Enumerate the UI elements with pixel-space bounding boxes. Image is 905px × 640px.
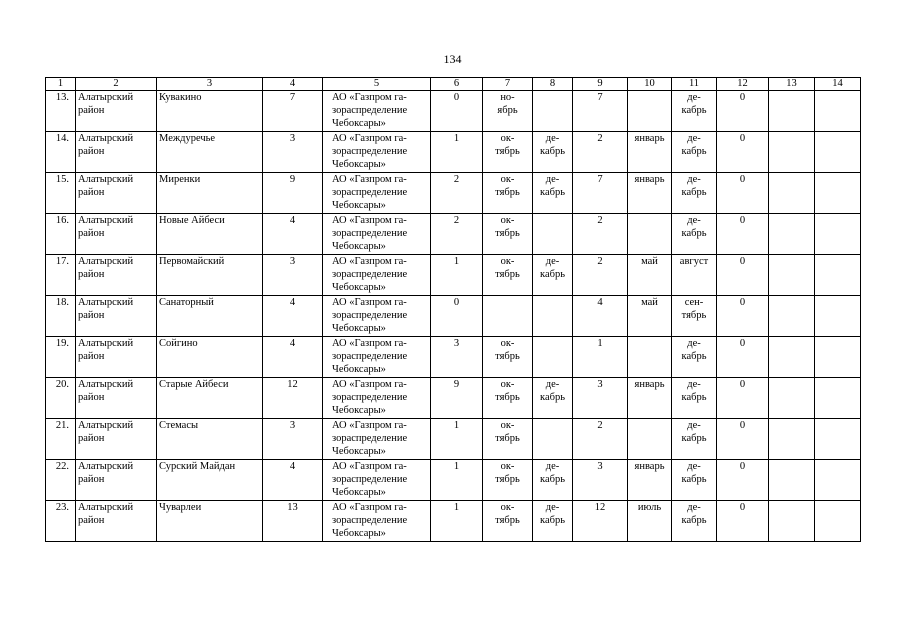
- row-number: 17.: [46, 255, 76, 296]
- col12-cell: 0: [717, 460, 769, 501]
- locality-cell: Новые Айбеси: [157, 214, 263, 255]
- column-header-3: 3: [157, 78, 263, 91]
- start-month-cell: ок- тябрь: [483, 501, 533, 542]
- locality-cell: Кувакино: [157, 91, 263, 132]
- col10-month-cell: январь: [628, 460, 672, 501]
- organization-cell: АО «Газпром га- зораспределение Чебоксары»: [323, 501, 431, 542]
- organization-cell: АО «Газпром га- зораспределение Чебоксары»: [323, 173, 431, 214]
- table-row: [46, 378, 861, 419]
- table-row: [46, 132, 861, 173]
- col14-cell: [815, 91, 861, 132]
- end-month-cell: де- кабрь: [533, 173, 573, 214]
- col6-cell: 2: [431, 173, 483, 214]
- col14-cell: [815, 296, 861, 337]
- table-row: [46, 214, 861, 255]
- count-cell: 7: [263, 91, 323, 132]
- organization-cell: АО «Газпром га- зораспределение Чебоксары»: [323, 296, 431, 337]
- table-row: [46, 501, 861, 542]
- col6-cell: 1: [431, 501, 483, 542]
- organization-cell: АО «Газпром га- зораспределение Чебоксары»: [323, 214, 431, 255]
- table-row: [46, 337, 861, 378]
- end-month-cell: [533, 337, 573, 378]
- column-header-6: 6: [431, 78, 483, 91]
- col9-cell: 2: [573, 132, 628, 173]
- table-row: [46, 460, 861, 501]
- col12-cell: 0: [717, 173, 769, 214]
- col12-cell: 0: [717, 501, 769, 542]
- col12-cell: 0: [717, 296, 769, 337]
- locality-cell: Миренки: [157, 173, 263, 214]
- col6-cell: 1: [431, 460, 483, 501]
- col10-month-cell: январь: [628, 132, 672, 173]
- district-cell: Алатырский район: [76, 91, 157, 132]
- col13-cell: [769, 255, 815, 296]
- col9-cell: 7: [573, 173, 628, 214]
- col11-month-cell: де- кабрь: [672, 337, 717, 378]
- col14-cell: [815, 337, 861, 378]
- col13-cell: [769, 501, 815, 542]
- start-month-cell: [483, 296, 533, 337]
- locality-cell: Стемасы: [157, 419, 263, 460]
- col13-cell: [769, 378, 815, 419]
- locality-cell: Сурский Майдан: [157, 460, 263, 501]
- start-month-cell: ок- тябрь: [483, 378, 533, 419]
- count-cell: 3: [263, 419, 323, 460]
- column-header-10: 10: [628, 78, 672, 91]
- district-cell: Алатырский район: [76, 255, 157, 296]
- organization-cell: АО «Газпром га- зораспределение Чебоксары»: [323, 337, 431, 378]
- col13-cell: [769, 460, 815, 501]
- locality-cell: Санаторный: [157, 296, 263, 337]
- col13-cell: [769, 91, 815, 132]
- organization-cell: АО «Газпром га- зораспределение Чебоксары»: [323, 419, 431, 460]
- col10-month-cell: [628, 337, 672, 378]
- table-row: [46, 91, 861, 132]
- district-cell: Алатырский район: [76, 214, 157, 255]
- count-cell: 9: [263, 173, 323, 214]
- col9-cell: 4: [573, 296, 628, 337]
- col6-cell: 2: [431, 214, 483, 255]
- organization-cell: АО «Газпром га- зораспределение Чебоксары»: [323, 91, 431, 132]
- column-header-8: 8: [533, 78, 573, 91]
- column-header-2: 2: [76, 78, 157, 91]
- locality-cell: Сойгино: [157, 337, 263, 378]
- col10-month-cell: [628, 214, 672, 255]
- count-cell: 4: [263, 337, 323, 378]
- row-number: 19.: [46, 337, 76, 378]
- col14-cell: [815, 460, 861, 501]
- col6-cell: 3: [431, 337, 483, 378]
- column-number-header: [46, 78, 861, 91]
- organization-cell: АО «Газпром га- зораспределение Чебоксары»: [323, 255, 431, 296]
- col12-cell: 0: [717, 91, 769, 132]
- start-month-cell: ок- тябрь: [483, 173, 533, 214]
- table-row: [46, 255, 861, 296]
- row-number: 16.: [46, 214, 76, 255]
- col6-cell: 0: [431, 91, 483, 132]
- col9-cell: 2: [573, 419, 628, 460]
- col14-cell: [815, 255, 861, 296]
- column-header-13: 13: [769, 78, 815, 91]
- count-cell: 4: [263, 296, 323, 337]
- organization-cell: АО «Газпром га- зораспределение Чебоксары»: [323, 378, 431, 419]
- end-month-cell: де- кабрь: [533, 378, 573, 419]
- col11-month-cell: де- кабрь: [672, 501, 717, 542]
- col13-cell: [769, 214, 815, 255]
- column-header-1: 1: [46, 78, 76, 91]
- col10-month-cell: январь: [628, 378, 672, 419]
- col13-cell: [769, 173, 815, 214]
- col14-cell: [815, 419, 861, 460]
- locality-cell: Междуречье: [157, 132, 263, 173]
- district-cell: Алатырский район: [76, 378, 157, 419]
- start-month-cell: ок- тябрь: [483, 132, 533, 173]
- col9-cell: 3: [573, 378, 628, 419]
- row-number: 20.: [46, 378, 76, 419]
- col12-cell: 0: [717, 419, 769, 460]
- count-cell: 3: [263, 255, 323, 296]
- start-month-cell: ок- тябрь: [483, 419, 533, 460]
- locality-cell: Чуварлеи: [157, 501, 263, 542]
- row-number: 13.: [46, 91, 76, 132]
- table-row: [46, 173, 861, 214]
- col14-cell: [815, 173, 861, 214]
- col9-cell: 7: [573, 91, 628, 132]
- count-cell: 13: [263, 501, 323, 542]
- row-number: 15.: [46, 173, 76, 214]
- col11-month-cell: де- кабрь: [672, 132, 717, 173]
- row-number: 22.: [46, 460, 76, 501]
- end-month-cell: [533, 419, 573, 460]
- col14-cell: [815, 214, 861, 255]
- page-number: 134: [443, 52, 462, 66]
- col6-cell: 0: [431, 296, 483, 337]
- organization-cell: АО «Газпром га- зораспределение Чебоксары»: [323, 460, 431, 501]
- start-month-cell: ок- тябрь: [483, 214, 533, 255]
- row-number: 21.: [46, 419, 76, 460]
- col11-month-cell: август: [672, 255, 717, 296]
- col14-cell: [815, 378, 861, 419]
- count-cell: 12: [263, 378, 323, 419]
- col9-cell: 1: [573, 337, 628, 378]
- col13-cell: [769, 296, 815, 337]
- col10-month-cell: [628, 91, 672, 132]
- table-row: [46, 419, 861, 460]
- district-cell: Алатырский район: [76, 296, 157, 337]
- column-header-4: 4: [263, 78, 323, 91]
- column-header-14: 14: [815, 78, 861, 91]
- col6-cell: 1: [431, 255, 483, 296]
- col14-cell: [815, 501, 861, 542]
- gas-program-table: [45, 77, 861, 542]
- column-header-12: 12: [717, 78, 769, 91]
- start-month-cell: но- ябрь: [483, 91, 533, 132]
- col10-month-cell: [628, 419, 672, 460]
- col9-cell: 12: [573, 501, 628, 542]
- row-number: 14.: [46, 132, 76, 173]
- col11-month-cell: де- кабрь: [672, 419, 717, 460]
- organization-cell: АО «Газпром га- зораспределение Чебоксары»: [323, 132, 431, 173]
- count-cell: 3: [263, 132, 323, 173]
- col12-cell: 0: [717, 132, 769, 173]
- col12-cell: 0: [717, 214, 769, 255]
- col12-cell: 0: [717, 255, 769, 296]
- column-header-9: 9: [573, 78, 628, 91]
- col13-cell: [769, 132, 815, 173]
- col9-cell: 3: [573, 460, 628, 501]
- row-number: 18.: [46, 296, 76, 337]
- col11-month-cell: де- кабрь: [672, 460, 717, 501]
- end-month-cell: [533, 91, 573, 132]
- col11-month-cell: сен- тябрь: [672, 296, 717, 337]
- col10-month-cell: май: [628, 255, 672, 296]
- start-month-cell: ок- тябрь: [483, 460, 533, 501]
- col11-month-cell: де- кабрь: [672, 214, 717, 255]
- end-month-cell: де- кабрь: [533, 255, 573, 296]
- table-body: [46, 78, 861, 542]
- locality-cell: Старые Айбеси: [157, 378, 263, 419]
- col6-cell: 1: [431, 132, 483, 173]
- col6-cell: 9: [431, 378, 483, 419]
- col11-month-cell: де- кабрь: [672, 378, 717, 419]
- col9-cell: 2: [573, 255, 628, 296]
- column-header-11: 11: [672, 78, 717, 91]
- end-month-cell: де- кабрь: [533, 501, 573, 542]
- count-cell: 4: [263, 214, 323, 255]
- district-cell: Алатырский район: [76, 419, 157, 460]
- count-cell: 4: [263, 460, 323, 501]
- end-month-cell: де- кабрь: [533, 460, 573, 501]
- col9-cell: 2: [573, 214, 628, 255]
- col14-cell: [815, 132, 861, 173]
- col12-cell: 0: [717, 337, 769, 378]
- col6-cell: 1: [431, 419, 483, 460]
- locality-cell: Первомайский: [157, 255, 263, 296]
- end-month-cell: [533, 214, 573, 255]
- end-month-cell: [533, 296, 573, 337]
- end-month-cell: де- кабрь: [533, 132, 573, 173]
- col11-month-cell: де- кабрь: [672, 173, 717, 214]
- col10-month-cell: январь: [628, 173, 672, 214]
- table-row: [46, 296, 861, 337]
- district-cell: Алатырский район: [76, 337, 157, 378]
- district-cell: Алатырский район: [76, 173, 157, 214]
- district-cell: Алатырский район: [76, 460, 157, 501]
- col12-cell: 0: [717, 378, 769, 419]
- row-number: 23.: [46, 501, 76, 542]
- col11-month-cell: де- кабрь: [672, 91, 717, 132]
- district-cell: Алатырский район: [76, 501, 157, 542]
- col13-cell: [769, 337, 815, 378]
- start-month-cell: ок- тябрь: [483, 255, 533, 296]
- district-cell: Алатырский район: [76, 132, 157, 173]
- col13-cell: [769, 419, 815, 460]
- col10-month-cell: май: [628, 296, 672, 337]
- column-header-5: 5: [323, 78, 431, 91]
- column-header-7: 7: [483, 78, 533, 91]
- col10-month-cell: июль: [628, 501, 672, 542]
- start-month-cell: ок- тябрь: [483, 337, 533, 378]
